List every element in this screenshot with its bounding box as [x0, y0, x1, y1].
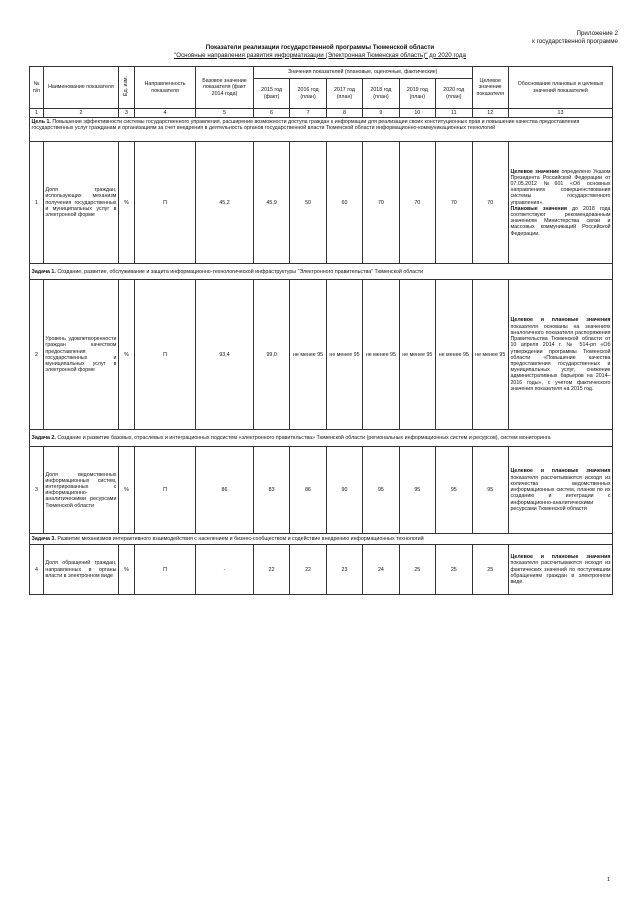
appendix-line-1: Приложение 2 [576, 30, 618, 37]
row1-just-text-2: до 2018 года соответствуют рекомендованным значениям Министерства связи и массовых коммуникаций Российской Федерации. [510, 205, 611, 237]
task-3-text: Развитие механизмов интерактивного взаимодействия с населением и бизнес-сообществом и содействие внедрению информационных технологий [55, 536, 424, 543]
row1-name: Доля граждан, использующих механизм получения государственных и муниципальных услуг в электронной форме [43, 142, 118, 264]
page-number: 1 [606, 877, 610, 883]
task-3-row [30, 534, 613, 545]
row1-justification [508, 142, 612, 264]
colnum-2: 2 [43, 109, 118, 118]
row3-2018: 95 [363, 447, 399, 534]
row3-just-text-1: показателя рассчитываются исходя из количества ведомственных информационных систем, планов по их созданию и интеграции с информационно-аналитическими ресурсами Тюменской области [510, 474, 611, 512]
row3-2016: 86 [290, 447, 326, 534]
task-3-label: Задача 3. [31, 536, 56, 543]
column-numbers-row [30, 109, 613, 118]
row4-2020: 25 [436, 545, 473, 595]
row2-target: не менее 95 [472, 280, 508, 430]
colnum-13: 13 [508, 109, 612, 118]
row2-direction: П [134, 280, 195, 430]
header-base: Базовое значение показателя (факт 2014 года) [196, 67, 254, 109]
task-2-text: Создание и развитие базовых, отраслевых и интеграционных подсистем «электронного правительства» Тюменской области (региональных информационных систем и ресурсов), систем мониторинга [55, 435, 551, 442]
row1-2020: 70 [436, 142, 473, 264]
row4-2017: 23 [326, 545, 362, 595]
task-2-label: Задача 2. [31, 435, 56, 442]
colnum-5: 5 [196, 109, 254, 118]
header-2019: 2019 год (план) [399, 79, 435, 109]
header-2016: 2016 год (план) [290, 79, 326, 109]
indicator-row-3 [30, 447, 613, 534]
row3-num: 3 [30, 447, 44, 534]
colnum-9: 9 [363, 109, 399, 118]
row1-target: 70 [472, 142, 508, 264]
row1-num: 1 [30, 142, 44, 264]
row4-2016: 22 [290, 545, 326, 595]
row1-2018: 70 [363, 142, 399, 264]
colnum-6: 6 [253, 109, 289, 118]
document-title [0, 44, 640, 59]
row2-name: Уровень удовлетворенности граждан качеством предоставления государственных и муниципальных услуг в электронной форме [43, 280, 118, 430]
row4-unit: % [118, 545, 134, 595]
row1-direction: П [134, 142, 195, 264]
indicator-row-4 [30, 545, 613, 595]
row3-2019: 95 [399, 447, 435, 534]
header-unit-text: Ед. изм. [123, 76, 130, 97]
header-2017: 2017 год (план) [326, 79, 362, 109]
row3-2017: 90 [326, 447, 362, 534]
row4-direction: П [134, 545, 195, 595]
title-line-2: "Основные направления развития информатизации (Электронная Тюменская область)" до 2020 года [174, 51, 466, 59]
goal-row [30, 118, 613, 142]
row2-2019: не менее 95 [399, 280, 435, 430]
colnum-1: 1 [30, 109, 44, 118]
row2-justification [508, 280, 612, 430]
header-2018: 2018 год (план) [363, 79, 399, 109]
row1-just-text-1: определено Указом Президента Российской Федерации от 07.05.2012 №601 «Об основных направлениях совершенствования системы государственного управления». [510, 168, 611, 206]
row3-base: 86 [196, 447, 254, 534]
header-row-1 [30, 67, 613, 79]
colnum-10: 10 [399, 109, 435, 118]
row3-just-bold-1: Целевое и плановые значения [510, 468, 611, 475]
title-line-1: Показатели реализации государственной программы Тюменской области [205, 44, 435, 51]
goal-text: Повышение эффективности системы государственного управления, расширение возможности доступа граждан к информации для реализации своих конституционных прав и повышение качества предоставления государственных услуг гражданам и организациям за счет внедрения в деятельность органов государственной власти Тюменской области информационно-коммуникационных технологий [31, 119, 580, 132]
task-1-label: Задача 1. [31, 268, 56, 275]
row1-2019: 70 [399, 142, 435, 264]
row1-unit: % [118, 142, 134, 264]
row3-unit: % [118, 447, 134, 534]
task-1-text: Создание, развитие, обслуживание и защита информационно-технологической инфраструктуры "Электронного правительства" Тюменской области [55, 268, 424, 275]
colnum-4: 4 [134, 109, 195, 118]
row2-2017: не менее 95 [326, 280, 362, 430]
row4-just-bold-1: Целевое и плановые значения [510, 554, 611, 561]
task-1-cell [30, 264, 613, 280]
row4-num: 4 [30, 545, 44, 595]
task-1-row [30, 264, 613, 280]
colnum-8: 8 [326, 109, 362, 118]
row4-name: Доля обращений граждан, направленных в органы власти в электронном виде [43, 545, 118, 595]
goal-cell [30, 118, 613, 142]
row1-2015: 45,9 [253, 142, 289, 264]
row4-2015: 22 [253, 545, 289, 595]
row2-2020: не менее 95 [436, 280, 473, 430]
row2-2015: 99,0 [253, 280, 289, 430]
row3-target: 95 [472, 447, 508, 534]
row3-justification [508, 447, 612, 534]
row4-target: 25 [472, 545, 508, 595]
row1-just-bold-1: Целевое значение [510, 168, 560, 175]
row2-num: 2 [30, 280, 44, 430]
colnum-11: 11 [436, 109, 473, 118]
row2-2016: не менее 95 [290, 280, 326, 430]
header-name: Наименование показателя [43, 67, 118, 109]
row4-just-text-1: показателя рассчитываются исходя из фактических значений по поступившим обращениям граждан в электронном виде. [510, 560, 611, 585]
row3-direction: П [134, 447, 195, 534]
row4-base: - [196, 545, 254, 595]
header-2020: 2020 год (план) [436, 79, 473, 109]
row1-just-bold-2: Плановые значения [510, 205, 567, 212]
indicator-row-2 [30, 280, 613, 430]
row2-just-text-1: показателя основаны на значениях аналогичного показателя распоряжения Правительства Тюменской области от 10 апреля 2014 г. № 514-рп «Об утверждении программы Тюменской области «Повышение качества предоставления государственных и муниципальных услуг, снижение административных барьеров на 2014–2016 годы», с учетом фактического значения показателя на 2015 год. [510, 323, 611, 392]
row3-name: Доля ведомственных информационных систем, интегрированных с информационно-аналитическими ресурсами Тюменской области [43, 447, 118, 534]
colnum-3: 3 [118, 109, 134, 118]
task-2-cell [30, 430, 613, 447]
row2-just-bold-1: Целевое и плановые значения [510, 317, 611, 324]
header-values-group: Значения показателей (плановые, оценочные, фактические) [253, 67, 472, 79]
row1-2016: 50 [290, 142, 326, 264]
row1-2017: 60 [326, 142, 362, 264]
task-3-cell [30, 534, 613, 545]
indicators-table [29, 66, 613, 595]
row4-justification [508, 545, 612, 595]
header-target: Целевое значение показателя [472, 67, 508, 109]
row4-2019: 25 [399, 545, 435, 595]
header-unit [118, 67, 134, 109]
header-2015: 2015 год (факт) [253, 79, 289, 109]
appendix-note [532, 30, 618, 45]
appendix-line-2: к государственной программе [532, 37, 618, 45]
task-2-row [30, 430, 613, 447]
header-direction: Направленность показателя [134, 67, 195, 109]
row1-base: 45,2 [196, 142, 254, 264]
row2-2018: не менее 95 [363, 280, 399, 430]
row4-2018: 24 [363, 545, 399, 595]
row2-base: 93,4 [196, 280, 254, 430]
row3-2015: 83 [253, 447, 289, 534]
header-num: № п/п [30, 67, 44, 109]
row3-2020: 95 [436, 447, 473, 534]
colnum-12: 12 [472, 109, 508, 118]
indicator-row-1 [30, 142, 613, 264]
colnum-7: 7 [290, 109, 326, 118]
header-justification: Обоснование плановых и целевых значений показателей [508, 67, 612, 109]
goal-label: Цель 1. [31, 119, 51, 126]
row2-unit: % [118, 280, 134, 430]
